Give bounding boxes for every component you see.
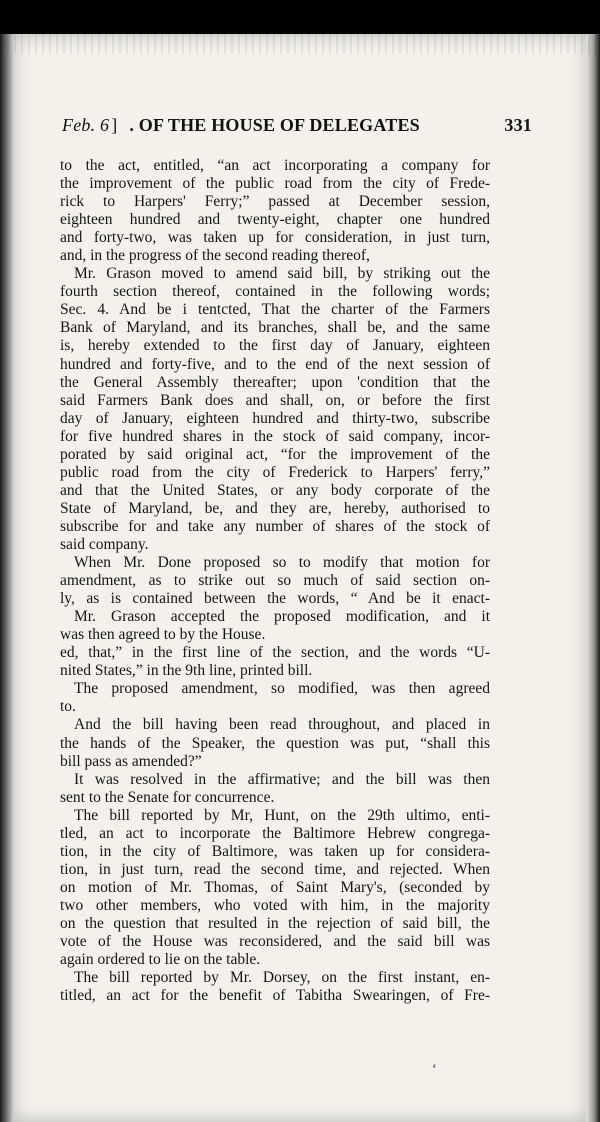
text-line: for five hundred shares in the stock of said company, incor-: [60, 427, 490, 445]
text-line: Mr. Grason accepted the proposed modification, and it: [74, 608, 490, 626]
text-line: subscribe for and take any number of shares of the stock of: [60, 517, 490, 535]
text-line: The proposed amendment, so modified, was then agreed: [74, 680, 490, 698]
text-line: Sec. 4. And be i tentcted, That the charter of the Farmers: [60, 301, 490, 319]
text-line: bill pass as amended?”: [60, 752, 202, 770]
text-line: tled, an act to incorporate the Baltimore Hebrew congrega-: [60, 824, 490, 842]
text-line: again ordered to lie on the table.: [60, 951, 261, 969]
text-line: on the question that resulted in the rejection of said bill, the: [60, 914, 490, 932]
header-date: Feb. 6: [62, 115, 110, 135]
text-line: Mr. Grason moved to amend said bill, by striking out the: [74, 265, 490, 283]
text-line: Bank of Maryland, and its branches, shall be, and the same: [60, 319, 490, 337]
text-line: nited States,” in the 9th line, printed bill.: [60, 662, 313, 680]
text-line: amendment, as to strike out so much of said section on-: [60, 572, 490, 590]
page-top-edge: [0, 34, 600, 54]
text-line: titled, an act for the benefit of Tabitha Swearingen, of Fre-: [60, 987, 490, 1005]
text-line: When Mr. Done proposed so to modify that motion for: [74, 554, 490, 572]
text-line: said Farmers Bank does and shall, on, or before the first: [60, 391, 490, 409]
header-title: . OF THE HOUSE OF DELEGATES: [129, 115, 420, 135]
print-speck: ‘: [432, 1062, 437, 1077]
running-header: [62, 115, 532, 136]
text-line: is, hereby extended to the first day of January, eighteen: [60, 337, 490, 355]
page-right-edge: [586, 34, 600, 1122]
page-number: 331: [504, 115, 532, 135]
text-line: day of January, eighteen hundred and thirty-two, subscribe: [60, 409, 490, 427]
text-line: tion, in the city of Baltimore, was taken up for considera-: [60, 842, 490, 860]
text-line: and that the United States, or any body corporate of the: [60, 481, 490, 499]
text-line: the General Assembly thereafter; upon 'condition that the: [60, 373, 490, 391]
text-line: said company.: [60, 535, 149, 553]
text-line: sent to the Senate for concurrence.: [60, 788, 275, 806]
text-line: State of Maryland, be, and they are, hereby, authorised to: [60, 499, 490, 517]
text-line: the hands of the Speaker, the question was put, “shall this: [60, 734, 490, 752]
text-line: And the bill having been read throughout, and placed in: [74, 716, 490, 734]
text-line: hundred and forty-five, and to the end of the next session of: [60, 355, 490, 373]
text-line: was then agreed to by the House.: [60, 626, 266, 644]
body-text: [60, 157, 490, 1005]
text-line: ed, that,” in the first line of the section, and the words “U-: [60, 644, 490, 662]
text-line: to.: [60, 698, 76, 716]
text-line: and, in the progress of the second reading thereof,: [60, 247, 370, 265]
text-line: and forty-two, was taken up for consideration, in just turn,: [60, 229, 490, 247]
text-line: to the act, entitled, “an act incorporating a company for: [60, 157, 490, 174]
page-left-edge: [0, 34, 14, 1122]
text-line: porated by said original act, “for the improvement of the: [60, 445, 490, 463]
text-line: It was resolved in the affirmative; and the bill was then: [74, 770, 490, 788]
header-bracket: ]: [111, 115, 118, 135]
text-line: The bill reported by Mr. Dorsey, on the first instant, en-: [74, 969, 490, 987]
text-line: two other members, who voted with him, in the majority: [60, 896, 490, 914]
text-line: the improvement of the public road from the city of Frede-: [60, 175, 490, 193]
text-line: on motion of Mr. Thomas, of Saint Mary's, (seconded by: [60, 878, 490, 896]
text-line: eighteen hundred and twenty-eight, chapter one hundred: [60, 211, 490, 229]
text-line: vote of the House was reconsidered, and the said bill was: [60, 933, 490, 951]
text-line: The bill reported by Mr, Hunt, on the 29th ultimo, enti-: [74, 806, 490, 824]
text-line: ly, as is contained between the words, “ And be it enact-: [60, 590, 490, 608]
text-line: fourth section thereof, contained in the following words;: [60, 283, 490, 301]
text-line: tion, in just turn, read the second time, and rejected. When: [60, 860, 490, 878]
text-line: public road from the city of Frederick to Harpers' ferry,”: [60, 463, 490, 481]
text-line: rick to Harpers' Ferry;” passed at December session,: [60, 193, 490, 211]
